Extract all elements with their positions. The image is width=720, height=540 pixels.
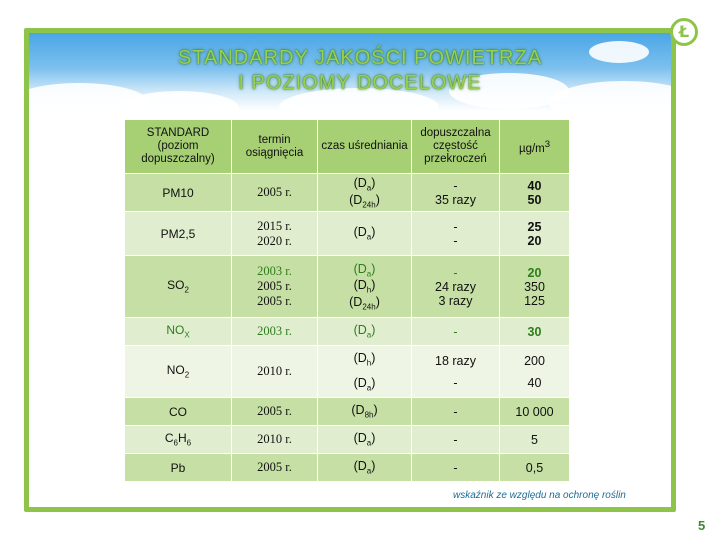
time-1: $(D_a)$ — [353, 176, 376, 193]
header-unit: $\mu g/m^3$ — [500, 120, 570, 174]
table-row — [125, 256, 570, 318]
row-pb-value: 0,5 — [500, 454, 570, 482]
header-term: termin osiągnięcia — [232, 120, 318, 174]
row-co-term: 2005 r. — [232, 398, 318, 426]
logo-icon: Ł — [670, 18, 698, 46]
time-2: $(D_h)$ — [353, 278, 376, 295]
table-row — [125, 174, 570, 212]
row-no2-time — [318, 346, 412, 398]
row-nox-time: $(D_a)$ — [318, 318, 412, 346]
row-pb-freq: - — [412, 454, 500, 482]
term-3: 2005 r. — [257, 294, 292, 308]
row-no2-value — [500, 346, 570, 398]
row-pm25-name: PM2,5 — [125, 212, 232, 256]
table-row — [125, 454, 570, 482]
value-1: 40 — [527, 178, 542, 193]
value-1: 20 — [527, 265, 542, 280]
freq-1: - — [453, 178, 458, 193]
header-time: czas uśredniania — [318, 120, 412, 174]
value-2: 20 — [527, 233, 542, 248]
page-title — [100, 46, 620, 96]
value-3: 125 — [524, 293, 545, 308]
row-pm25-value — [500, 212, 570, 256]
row-so2-term — [232, 256, 318, 318]
freq-1: 18 razy — [435, 353, 476, 368]
header-frequency: dopuszczalna częstość przekroczeń — [412, 120, 500, 174]
row-nox-term: 2003 r. — [232, 318, 318, 346]
table-row — [125, 346, 570, 398]
row-pm10-time — [318, 174, 412, 212]
row-co-name: CO — [125, 398, 232, 426]
row-pm10-value — [500, 174, 570, 212]
table-header-row — [125, 120, 570, 174]
time-1: $(D_h)$ — [353, 351, 376, 368]
row-pb-name: Pb — [125, 454, 232, 482]
header-standard: STANDARD (poziom dopuszczalny) — [125, 120, 232, 174]
freq-1: - — [453, 219, 458, 234]
time-2: $(D_a)$ — [353, 375, 376, 392]
row-pm25-freq — [412, 212, 500, 256]
freq-2: - — [453, 375, 458, 390]
term-1: 2015 r. — [257, 218, 292, 233]
row-c6h6-freq: - — [412, 426, 500, 454]
row-pm10-term: 2005 r. — [232, 174, 318, 212]
row-pb-time: $(D_a)$ — [318, 454, 412, 482]
title-line-2: I POZIOMY DOCELOWE — [238, 72, 482, 94]
freq-2: 24 razy — [435, 279, 476, 294]
row-c6h6-time: $(D_a)$ — [318, 426, 412, 454]
row-so2-name: $SO_2$ — [125, 256, 232, 318]
title-line-1: STANDARDY JAKOŚCI POWIETRZA — [177, 47, 543, 69]
footer-note: wskaźnik ze względu na ochronę roślin — [453, 490, 626, 501]
row-pm25-term — [232, 212, 318, 256]
row-nox-freq: - — [412, 318, 500, 346]
row-pm10-name: PM10 — [125, 174, 232, 212]
row-c6h6-term: 2010 r. — [232, 426, 318, 454]
page-number: 5 — [698, 518, 706, 533]
table-row — [125, 398, 570, 426]
freq-3: 3 razy — [438, 293, 473, 308]
row-c6h6-name: $C_6H_6$ — [125, 426, 232, 454]
term-1: 2003 r. — [257, 264, 292, 278]
time-2: $(D_{24h})$ — [349, 192, 380, 209]
table-row — [125, 426, 570, 454]
row-no2-name: $NO_2$ — [125, 346, 232, 398]
row-so2-value — [500, 256, 570, 318]
row-so2-time — [318, 256, 412, 318]
row-co-value: 10 000 — [500, 398, 570, 426]
table-row — [125, 212, 570, 256]
row-co-freq: - — [412, 398, 500, 426]
freq-1: - — [453, 265, 458, 280]
row-no2-freq — [412, 346, 500, 398]
term-2: 2005 r. — [257, 279, 292, 293]
freq-2: 35 razy — [435, 192, 476, 207]
value-2: 50 — [527, 192, 542, 207]
row-pb-term: 2005 r. — [232, 454, 318, 482]
row-c6h6-value: 5 — [500, 426, 570, 454]
row-no2-term: 2010 r. — [232, 346, 318, 398]
standards-table — [124, 119, 570, 482]
value-2: 350 — [524, 279, 545, 294]
row-co-time: $(D_{8h})$ — [318, 398, 412, 426]
time-1: $(D_a)$ — [353, 261, 376, 279]
value-2: 40 — [527, 375, 542, 390]
row-nox-name: $NO_X$ — [125, 318, 232, 346]
row-pm10-freq — [412, 174, 500, 212]
time-3: $(D_{24h})$ — [349, 294, 380, 312]
row-nox-value: 30 — [500, 318, 570, 346]
freq-2: - — [453, 233, 458, 248]
row-pm25-time: $(D_a)$ — [318, 212, 412, 256]
table-row — [125, 318, 570, 346]
value-1: 200 — [524, 353, 545, 368]
row-so2-freq — [412, 256, 500, 318]
value-1: 25 — [527, 219, 542, 234]
term-2: 2020 r. — [257, 233, 292, 248]
